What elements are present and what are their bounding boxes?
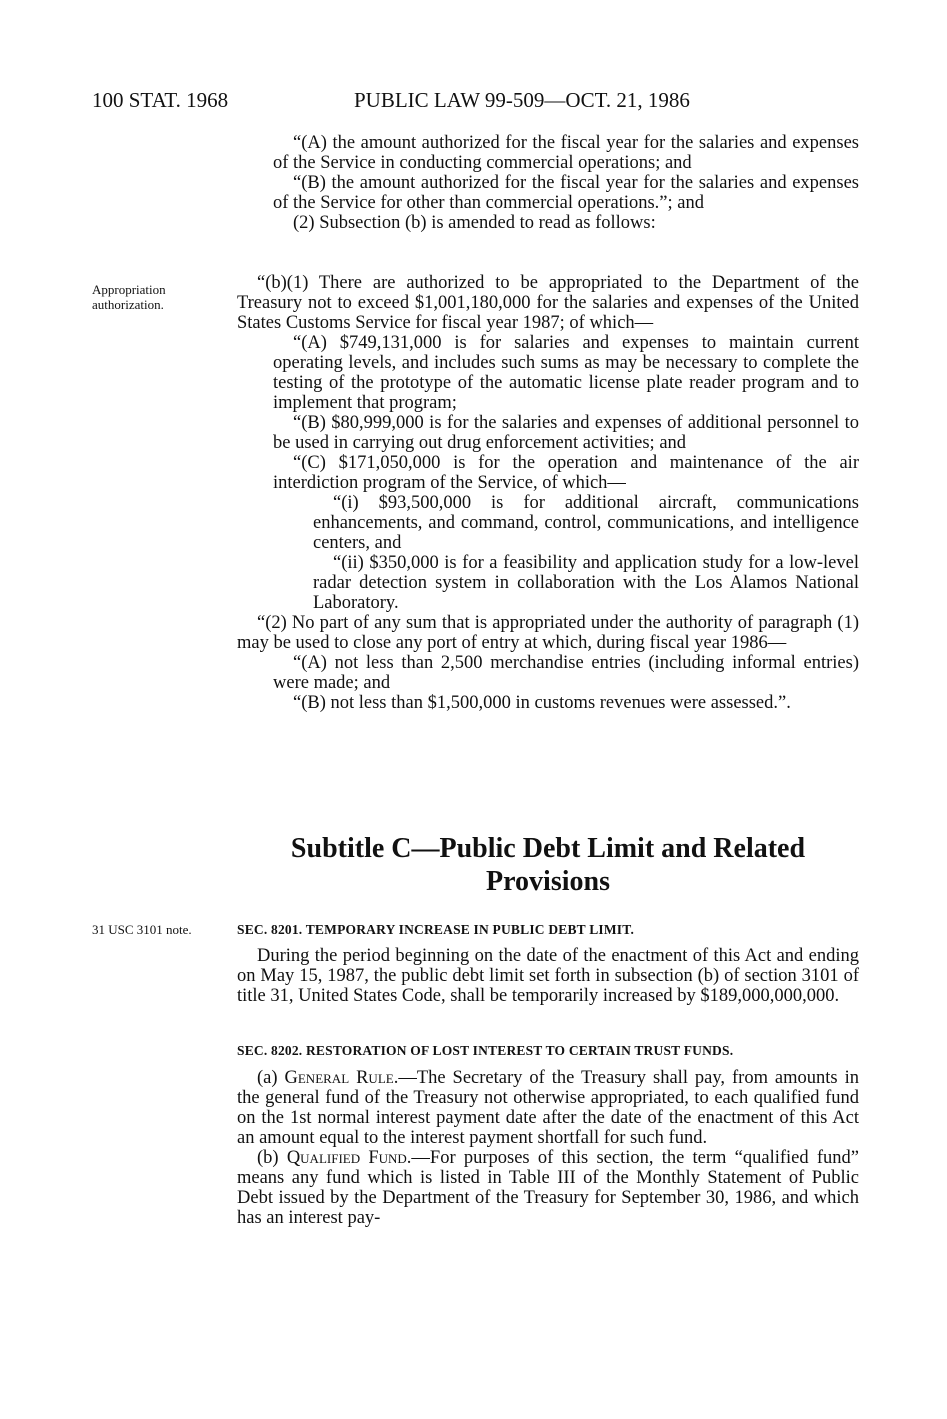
subsection-b-caption: Qualified Fund [286, 1148, 407, 1168]
paragraph-2: “(2) No part of any sum that is appropriated under the authority of paragraph (1) may be used to close any port of entry at which, during fiscal year 1986— [237, 613, 859, 653]
subsection-b-text: .—For purposes of this section, the term “qualified fund” means any fund which is listed in Table III of the Monthly Statement of Public Debt issued by the Department of the Treasury for September 30, 1986, and which has an interest pay- [237, 1148, 859, 1228]
paragraph-2-b: “(B) not less than $1,500,000 in customs revenues were assessed.”. [293, 693, 791, 713]
section-8202 [237, 1068, 859, 1228]
subsection-b-qualified [237, 1148, 859, 1228]
section-8201-text: During the period beginning on the date of the enactment of this Act and ending on May 15, 1987, the public debt limit set forth in subsection (b) of section 3101 of title 31, United States Code, shall be temporarily increased by $189,000,000,000. [237, 946, 859, 1006]
clause-ii: “(ii) $350,000 is for a feasibility and application study for a low-level radar detection system in collaboration with the Los Alamos National Laboratory. [313, 553, 859, 613]
subsection-a-caption: General Rule [284, 1068, 394, 1088]
subsection-b-intro: “(b)(1) There are authorized to be appropriated to the Department of the Treasury not to exceed $1,001,180,000 for the salaries and expenses of the United States Customs Service for fiscal year 1987; of which— [237, 273, 859, 333]
subsection-a-text: .—The Secretary of the Treasury shall pay, from amounts in the general fund of the Treasury not otherwise appropriated, to each qualified fund on the 1st normal interest payment date after the date of the enactment of this Act an amount equal to the interest payment shortfall for such fund. [237, 1068, 859, 1148]
margin-note-usc: 31 USC 3101 note. [92, 922, 192, 937]
subsection-a-label: (a) [257, 1068, 285, 1088]
clause-b: “(B) the amount authorized for the fiscal year for the salaries and expenses of the Service for other than commercial operations.”; and [273, 173, 859, 213]
section-8201-heading: SEC. 8201. TEMPORARY INCREASE IN PUBLIC DEBT LIMIT. [237, 922, 635, 937]
section-8202-heading: SEC. 8202. RESTORATION OF LOST INTEREST TO CERTAIN TRUST FUNDS. [237, 1043, 734, 1058]
subparagraph-a: “(A) $749,131,000 is for salaries and expenses to maintain current operating levels, and includes such sums as may be necessary to complete the testing of the prototype of the automatic license plate reader program and to implement that program; [273, 333, 859, 413]
clause-a: “(A) the amount authorized for the fiscal year for the salaries and expenses of the Service in conducting commercial operations; and [273, 133, 859, 173]
public-law-title: PUBLIC LAW 99-509—OCT. 21, 1986 [354, 88, 690, 112]
item-2: (2) Subsection (b) is amended to read as follows: [293, 213, 656, 233]
section-8201 [237, 946, 859, 1006]
subparagraph-b: “(B) $80,999,000 is for the salaries and expenses of additional personnel to be used in carrying out drug enforcement activities; and [273, 413, 859, 453]
subtitle-heading: Subtitle C—Public Debt Limit and Related Provisions [290, 833, 806, 897]
clause-i: “(i) $93,500,000 is for additional aircraft, communications enhancements, and command, control, communications, and intelligence centers, and [313, 493, 859, 553]
subsection-b [237, 273, 859, 713]
subparagraph-c: “(C) $171,050,000 is for the operation and maintenance of the air interdiction program of the Service, of which— [273, 453, 859, 493]
paragraph-2-a: “(A) not less than 2,500 merchandise entries (including informal entries) were made; and [273, 653, 859, 693]
subsection-a [237, 1068, 859, 1148]
amendment-continuation [237, 133, 859, 233]
stat-page-number: 100 STAT. 1968 [92, 88, 229, 112]
subsection-b-label: (b) [257, 1148, 287, 1168]
margin-note-appropriation: Appropriation authorization. [92, 282, 166, 312]
